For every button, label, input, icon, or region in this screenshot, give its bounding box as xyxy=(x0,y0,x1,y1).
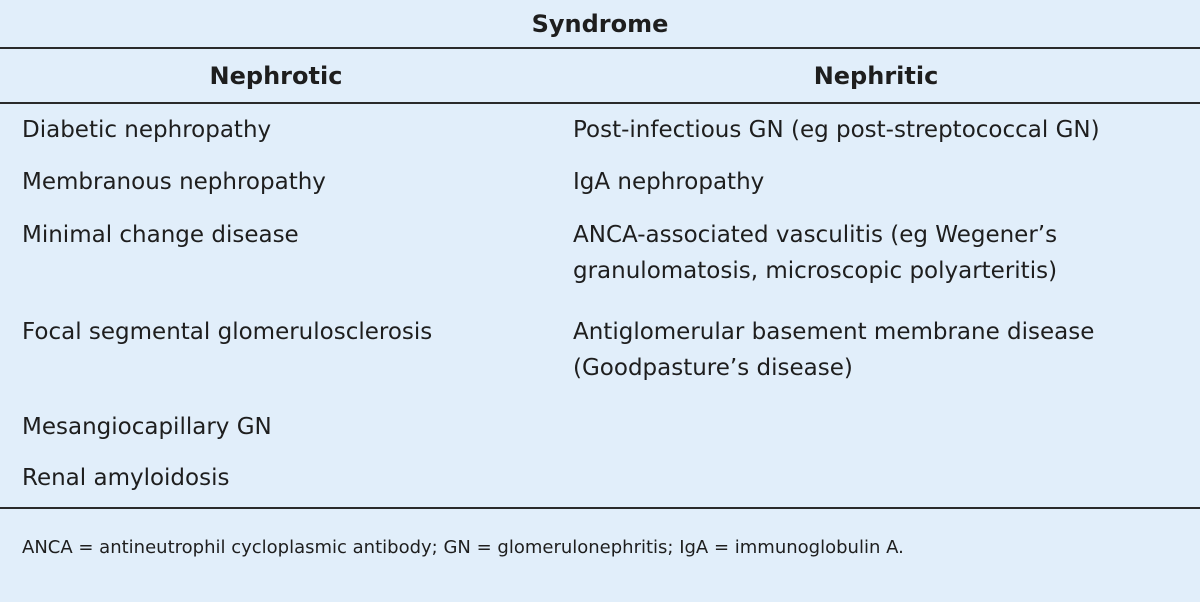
footer-divider xyxy=(0,507,1200,509)
header-divider xyxy=(0,102,1200,104)
nephritic-item-continuation: (Goodpasture’s disease) xyxy=(573,355,853,381)
nephrotic-item: Diabetic nephropathy xyxy=(22,117,272,143)
nephritic-item: ANCA-associated vasculitis (eg Wegener’s xyxy=(573,222,1058,248)
nephrotic-item: Mesangiocapillary GN xyxy=(22,414,272,440)
nephritic-item: Post-infectious GN (eg post-streptococcal GN) xyxy=(573,117,1100,143)
nephrotic-item: Focal segmental glomerulosclerosis xyxy=(22,319,433,345)
nephritic-item: IgA nephropathy xyxy=(573,169,765,195)
footnote: ANCA = antineutrophil cycloplasmic antibody; GN = glomerulonephritis; IgA = immunoglobulin A. xyxy=(22,537,904,558)
nephritic-item-continuation: granulomatosis, microscopic polyarteritis) xyxy=(573,258,1058,284)
column-header-nephritic: Nephritic xyxy=(813,61,939,90)
nephrotic-item: Minimal change disease xyxy=(22,222,299,248)
nephrotic-item: Renal amyloidosis xyxy=(22,465,230,491)
column-header-nephrotic: Nephrotic xyxy=(209,61,343,90)
nephrotic-item: Membranous nephropathy xyxy=(22,169,326,195)
table-title: Syndrome xyxy=(531,9,669,38)
nephritic-item: Antiglomerular basement membrane disease xyxy=(573,319,1095,345)
